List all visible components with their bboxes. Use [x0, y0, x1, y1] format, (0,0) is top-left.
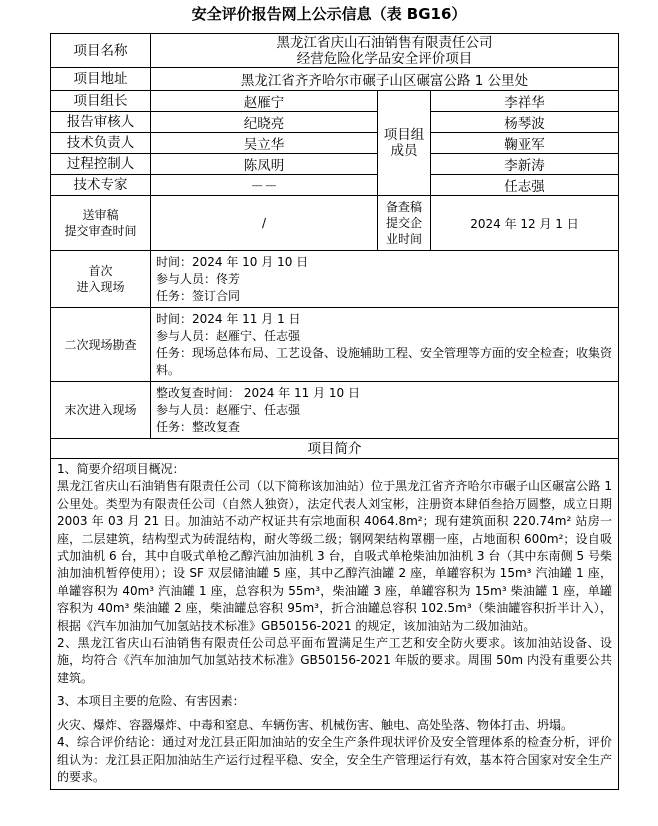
filing-label-line2: 提交企	[385, 216, 422, 230]
intro-body	[51, 459, 619, 790]
second-visit-people: 参与人员：赵雁宁、任志强	[156, 328, 301, 343]
intro-p4: 4、综合评价结论：通过对龙江县正阳加油站的安全生产条件现状评价及安全管理体系的检查分析，评价组认为：龙江县正阳加油站生产运行过程平稳、安全，安全生产管理运行有效，基本符合国家对安全生产的要求。	[57, 735, 612, 784]
final-visit-task: 任务：整改复查	[156, 419, 241, 434]
first-visit-label	[51, 251, 151, 308]
second-visit-details	[151, 308, 619, 382]
row-expert	[51, 175, 619, 196]
row-leader	[51, 91, 619, 112]
first-visit-task: 任务：签订合同	[156, 288, 241, 303]
members-label-line2: 成员	[390, 143, 418, 159]
leader-value: 赵雁宁	[151, 91, 378, 112]
row-tech	[51, 133, 619, 154]
row-project-address	[51, 68, 619, 91]
tech-value: 吴立华	[151, 133, 378, 154]
first-visit-label-line1: 首次	[88, 264, 113, 278]
submit-label-line2: 提交审查时间	[64, 224, 137, 238]
intro-p2: 2、黑龙江省庆山石油销售有限责任公司总平面布置满足生产工艺和安全防火要求。该加油站设备、设施，均符合《汽车加油加气加氢站技术标准》GB50156-2021 年版的要求。周围 50m 内没有重要公共建筑。	[57, 636, 612, 685]
final-visit-people: 参与人员：赵雁宁、任志强	[156, 402, 301, 417]
second-visit-time: 时间：2024 年 11 月 1 日	[156, 311, 301, 326]
member-2: 杨琴波	[431, 112, 619, 133]
reviewer-value: 纪晓亮	[151, 112, 378, 133]
first-visit-people: 参与人员：佟芳	[156, 271, 241, 286]
leader-label: 项目组长	[51, 91, 151, 112]
final-visit-time: 整改复查时间： 2024 年 11 月 10 日	[156, 385, 360, 400]
first-visit-label-line2: 进入现场	[76, 280, 125, 294]
first-visit-details	[151, 251, 619, 308]
row-intro-title	[51, 439, 619, 459]
filing-value: 2024 年 12 月 1 日	[431, 196, 619, 251]
intro-p1-body: 黑龙江省庆山石油销售有限责任公司（以下简称该加油站）位于黑龙江省齐齐哈尔市碾子山区碾富公路 1 公里处。类型为有限责任公司（自然人独资），法定代表人刘宝彬，注册资本肆佰叁拾万圆整，成立日期 2003 年 03 月 21 日。加油站不动产权证共有宗地面积 4064.8m²；现有建筑面积 220.74m² 站房一座，二层建筑，结构型式为砖混结构，耐火等级二级；钢网架结构罩棚一座，占地面积 600m²；设自吸式加油机 6 台，其中自吸式单枪乙醇汽油加油机 3 台，自吸式单枪柴油加油机 3 台（其中东南侧 5 号柴油加油机暂停使用）；设 SF 双层储油罐 5 座，其中乙醇汽油罐 2 座，单罐容积为 15m³ 汽油罐 1 座，单罐容积为 40m³ 汽油罐 1 座，总容积为 55m³，柴油罐 3 座，单罐容积为 15m³ 柴油罐 1 座，单罐容积为 40m³ 柴油罐 2 座，柴油罐总容积 95m³，折合油罐总容积 102.5m³（柴油罐容积折半计入），根据《汽车加油加气加氢站技术标准》GB50156-2021 的规定，该加油站为二级加油站。	[57, 479, 612, 633]
project-name-label: 项目名称	[51, 34, 151, 68]
row-project-name	[51, 34, 619, 68]
reviewer-label: 报告审核人	[51, 112, 151, 133]
final-visit-label: 末次进入现场	[51, 382, 151, 439]
project-name-line2: 经营危险化学品安全评价项目	[296, 50, 473, 67]
submit-label	[51, 196, 151, 251]
project-name-value	[151, 34, 619, 68]
member-3: 鞠亚军	[431, 133, 619, 154]
process-label: 过程控制人	[51, 154, 151, 175]
expert-label: 技术专家	[51, 175, 151, 196]
row-final-visit	[51, 382, 619, 439]
member-1: 李祥华	[431, 91, 619, 112]
page-title: 安全评价报告网上公示信息（表 BG16）	[191, 5, 467, 23]
filing-label-line1: 备查稿	[385, 200, 422, 214]
process-value: 陈凤明	[151, 154, 378, 175]
row-intro-body	[51, 459, 619, 790]
submit-value: /	[151, 196, 378, 251]
tech-label: 技术负责人	[51, 133, 151, 154]
disclosure-form-table	[50, 33, 619, 790]
first-visit-time: 时间：2024 年 10 月 10 日	[156, 254, 309, 269]
row-first-visit	[51, 251, 619, 308]
member-5: 任志强	[431, 175, 619, 196]
members-label	[378, 91, 431, 196]
intro-p1-head: 1、简要介绍项目概况：	[57, 462, 185, 476]
intro-p3-head: 3、本项目主要的危险、有害因素：	[57, 694, 245, 709]
expert-value: －－	[151, 175, 378, 196]
intro-title: 项目简介	[51, 439, 619, 459]
members-label-line1: 项目组	[383, 127, 425, 143]
filing-label-line3: 业时间	[385, 232, 422, 246]
final-visit-details	[151, 382, 619, 439]
row-submission	[51, 196, 619, 251]
row-reviewer	[51, 112, 619, 133]
member-4: 李新涛	[431, 154, 619, 175]
submit-label-line1: 送审稿	[82, 208, 119, 222]
row-second-visit	[51, 308, 619, 382]
filing-label	[378, 196, 431, 251]
intro-p3-body: 火灾、爆炸、容器爆炸、中毒和窒息、车辆伤害、机械伤害、触电、高处坠落、物体打击、坍塌。	[57, 717, 574, 732]
project-address-value: 黑龙江省齐齐哈尔市碾子山区碾富公路 1 公里处	[151, 68, 619, 91]
row-process	[51, 154, 619, 175]
second-visit-task: 任务：现场总体布局、工艺设备、设施辅助工程、安全管理等方面的安全检查；收集资料。	[156, 345, 613, 377]
project-name-line1: 黑龙江省庆山石油销售有限责任公司	[276, 34, 493, 51]
project-address-label: 项目地址	[51, 68, 151, 91]
second-visit-label: 二次现场勘查	[51, 308, 151, 382]
